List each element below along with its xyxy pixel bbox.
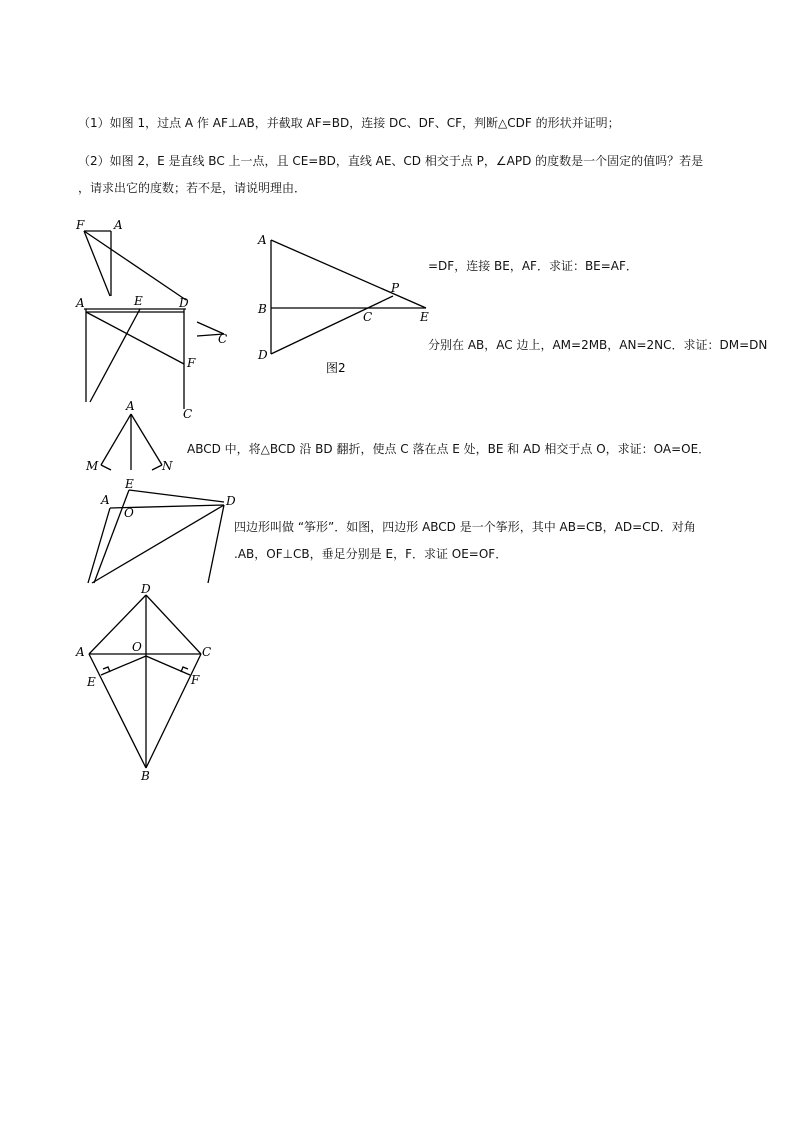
fig4-line-eb (94, 490, 129, 583)
problem-part1: （1）如图 1，过点 A 作 AF⊥AB，并截取 AF=BD，连接 DC、DF、CF，判断△CDF 的形状并证明； (78, 116, 620, 130)
fig3-label-a: A (126, 399, 135, 413)
fig4-line-dc (208, 505, 224, 583)
figure-3 (78, 398, 188, 480)
fragment-text-3: ABCD 中，将△BCD 沿 BD 翻折，使点 C 落在点 E 处，BE 和 AD 相交于点 O，求证：OA=OE． (187, 442, 711, 456)
fig4-line-bd (92, 505, 224, 583)
problem-part2-line1: （2）如图 2，E 是直线 BC 上一点，且 CE=BD，直线 AE、CD 相交于点 P，∠APD 的度数是一个固定的值吗？若是 (78, 154, 704, 168)
fig4-label-a: A (101, 493, 110, 507)
fig5-line-cb (146, 654, 201, 768)
fig1-label-e: E (134, 294, 143, 308)
fig2-line-dp (271, 296, 393, 354)
fig3-label-m: M (86, 459, 99, 473)
fig1-label-a-top: A (114, 218, 123, 232)
fragment-text-1: =DF，连接 BE，AF．求证：BE=AF． (428, 259, 638, 273)
fig4-line-ab (88, 508, 110, 583)
fig4-label-d: D (226, 494, 236, 508)
fig1-line-af (86, 312, 184, 364)
fig4-label-e: E (125, 478, 134, 491)
fig5-label-f: F (191, 673, 200, 687)
fig2-label-b: B (258, 302, 267, 316)
fig2-caption: 图2 (326, 361, 346, 375)
fig1-label-a: A (76, 296, 85, 310)
fig2-line-ae (271, 240, 426, 308)
figure-4 (84, 478, 242, 586)
fig1-label-f: F (76, 218, 85, 232)
fig5-line-dc (146, 595, 201, 654)
fig5-line-ab (89, 654, 146, 768)
fig1-label-d: D (179, 296, 189, 310)
fig5-line-oe (101, 656, 146, 675)
problem-part2-line2: ，请求出它的度数；若不是，请说明理由． (78, 181, 307, 195)
fig2-label-a: A (258, 233, 267, 247)
fragment-text-4-line2: .AB，OF⊥CB，垂足分别是 E，F．求证 OE=OF． (234, 547, 508, 561)
fig5-label-c: C (202, 645, 212, 659)
fig2-label-d: D (258, 348, 268, 362)
fig3-line-n-tick (152, 465, 162, 470)
fig3-line-m-tick (101, 465, 111, 470)
fig5-label-e: E (87, 675, 96, 689)
fig3-line-am (101, 414, 131, 465)
figure-1 (66, 212, 246, 424)
fig4-line-ed (129, 490, 224, 502)
fig5-label-a: A (76, 645, 85, 659)
fig4-label-o: O (124, 506, 134, 520)
fig1-line-fd (84, 231, 186, 300)
figure-2 (252, 226, 432, 381)
fragment-text-4-line1: 四边形叫做 “筝形”．如图，四边形 ABCD 是一个筝形，其中 AB=CB，AD=CD．对角 (234, 520, 696, 534)
fig2-label-e: E (420, 310, 429, 324)
fig1-line-e-diagonal (90, 309, 140, 402)
fig2-label-c: C (363, 310, 373, 324)
fig5-label-d: D (141, 582, 151, 596)
fig5-label-b: B (141, 769, 150, 783)
fig5-line-of (146, 656, 190, 675)
fig2-label-p: P (391, 281, 400, 295)
fig1-label-f2: F (187, 356, 196, 370)
fig1-label-c-bottom: C (183, 407, 193, 421)
fig3-line-an (131, 414, 162, 465)
figure-5 (72, 580, 222, 785)
fig1-line-f-left (84, 231, 110, 296)
fig3-label-n: N (162, 459, 173, 473)
fragment-text-2: 分别在 AB，AC 边上，AM=2MB，AN=2NC．求证：DM=DN (428, 338, 768, 352)
fig1-label-c-right: C (218, 332, 228, 346)
fig5-label-o: O (132, 640, 142, 654)
